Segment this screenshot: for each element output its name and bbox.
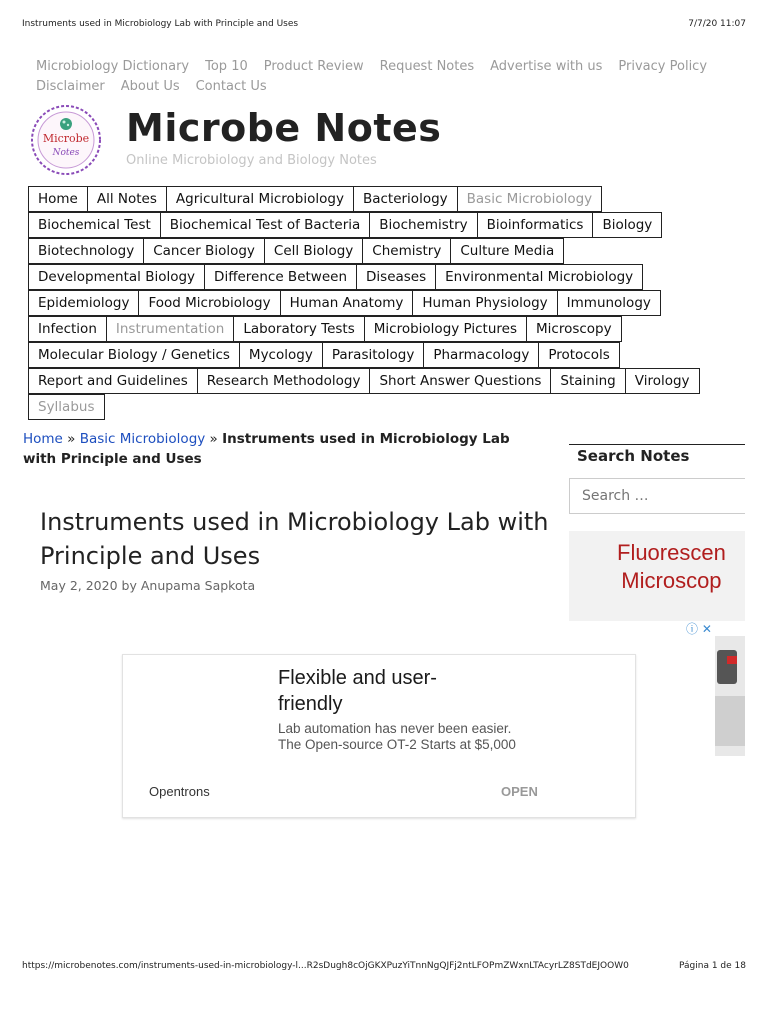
menu-item-virology[interactable]: Virology (625, 368, 700, 394)
breadcrumb-current: Instruments used in Microbiology Lab with Principle and Uses (23, 431, 510, 467)
menu-item-protocols[interactable]: Protocols (538, 342, 619, 368)
menu-item-parasitology[interactable]: Parasitology (322, 342, 425, 368)
menu-row (28, 264, 728, 290)
menu-item-epidemiology[interactable]: Epidemiology (28, 290, 139, 316)
topnav-link-advertise-with-us[interactable]: Advertise with us (490, 59, 603, 74)
menu-item-food-microbiology[interactable]: Food Microbiology (138, 290, 280, 316)
sidebar-ad-line: Fluorescen (617, 540, 726, 565)
site-title[interactable]: Microbe Notes (126, 106, 442, 150)
menu-item-home[interactable]: Home (28, 186, 88, 212)
breadcrumb-category-link[interactable]: Basic Microbiology (79, 431, 206, 447)
top-navigation (28, 57, 728, 97)
menu-item-culture-media[interactable]: Culture Media (450, 238, 564, 264)
advertisement[interactable] (122, 654, 636, 818)
microscope-ad-image[interactable] (715, 636, 745, 756)
menu-item-biotechnology[interactable]: Biotechnology (28, 238, 144, 264)
menu-item-environmental-microbiology[interactable]: Environmental Microbiology (435, 264, 643, 290)
site-description: Online Microbiology and Biology Notes (126, 153, 377, 168)
menu-item-all-notes[interactable]: All Notes (87, 186, 167, 212)
menu-item-microbiology-pictures[interactable]: Microbiology Pictures (364, 316, 527, 342)
menu-item-infection[interactable]: Infection (28, 316, 107, 342)
menu-item-difference-between[interactable]: Difference Between (204, 264, 357, 290)
menu-item-immunology[interactable]: Immunology (557, 290, 661, 316)
print-page-number: Página 1 de 18 (679, 961, 746, 971)
logo-text-notes: Notes (52, 148, 80, 158)
logo-text-microbe: Microbe (42, 132, 90, 145)
ad-line: Lab automation has never been easier. (278, 721, 512, 736)
menu-item-microscopy[interactable]: Microscopy (526, 316, 622, 342)
topnav-link-product-review[interactable]: Product Review (263, 59, 364, 74)
post-author[interactable]: Anupama Sapkota (140, 578, 256, 593)
menu-item-biochemistry[interactable]: Biochemistry (369, 212, 477, 238)
breadcrumb-home-link[interactable]: Home (23, 431, 63, 447)
menu-row (28, 368, 728, 394)
sidebar-ad-banner[interactable] (569, 531, 745, 621)
ad-headline[interactable]: Flexible and user-friendly (278, 667, 437, 715)
menu-row (28, 212, 728, 238)
ad-advertiser[interactable]: Opentrons (149, 784, 210, 799)
sidebar-search-title: Search Notes (569, 444, 745, 473)
menu-item-instrumentation[interactable]: Instrumentation (106, 316, 234, 342)
post-by: by (121, 578, 137, 593)
menu-item-developmental-biology[interactable]: Developmental Biology (28, 264, 205, 290)
menu-row (28, 238, 728, 264)
menu-item-research-methodology[interactable]: Research Methodology (197, 368, 371, 394)
menu-item-chemistry[interactable]: Chemistry (362, 238, 451, 264)
ad-open-button[interactable]: OPEN (501, 784, 538, 799)
menu-item-staining[interactable]: Staining (550, 368, 625, 394)
topnav-link-contact-us[interactable]: Contact Us (195, 79, 267, 94)
menu-item-biochemical-test[interactable]: Biochemical Test (28, 212, 161, 238)
breadcrumb-separator: » (209, 431, 218, 447)
post-date[interactable]: May 2, 2020 (40, 578, 118, 593)
menu-item-mycology[interactable]: Mycology (239, 342, 323, 368)
sidebar-ad-text (617, 539, 726, 595)
menu-item-biochemical-test-of-bacteria[interactable]: Biochemical Test of Bacteria (160, 212, 371, 238)
menu-item-cell-biology[interactable]: Cell Biology (264, 238, 363, 264)
microscope-accent-shape (727, 656, 737, 664)
print-footer (22, 961, 746, 971)
menu-item-biology[interactable]: Biology (592, 212, 662, 238)
menu-item-molecular-biology-genetics[interactable]: Molecular Biology / Genetics (28, 342, 240, 368)
menu-row (28, 394, 728, 420)
category-menu (28, 186, 728, 420)
menu-item-bioinformatics[interactable]: Bioinformatics (477, 212, 594, 238)
topnav-link-about-us[interactable]: About Us (120, 79, 180, 94)
menu-item-short-answer-questions[interactable]: Short Answer Questions (369, 368, 551, 394)
menu-item-diseases[interactable]: Diseases (356, 264, 436, 290)
sidebar (569, 444, 745, 593)
search-input[interactable] (569, 478, 745, 514)
ad-choices-close-icon[interactable]: ⓘ ✕ (686, 622, 712, 636)
menu-row (28, 290, 728, 316)
ad-description (278, 721, 578, 753)
menu-item-human-physiology[interactable]: Human Physiology (412, 290, 557, 316)
site-branding (28, 104, 728, 178)
topnav-link-request-notes[interactable]: Request Notes (379, 59, 475, 74)
print-datetime: 7/7/20 11:07 (688, 19, 746, 29)
menu-item-laboratory-tests[interactable]: Laboratory Tests (233, 316, 364, 342)
menu-item-human-anatomy[interactable]: Human Anatomy (280, 290, 414, 316)
microbe-notes-logo[interactable] (28, 104, 104, 176)
microscope-base-shape (715, 696, 745, 746)
menu-item-agricultural-microbiology[interactable]: Agricultural Microbiology (166, 186, 354, 212)
topnav-link-microbiology-dictionary[interactable]: Microbiology Dictionary (36, 59, 190, 74)
menu-row (28, 342, 728, 368)
page-title: Instruments used in Microbiology Lab with Principle and Uses (40, 508, 549, 570)
post-meta (40, 578, 255, 593)
menu-row (28, 186, 728, 212)
menu-item-pharmacology[interactable]: Pharmacology (423, 342, 539, 368)
menu-item-report-and-guidelines[interactable]: Report and Guidelines (28, 368, 198, 394)
menu-row (28, 316, 728, 342)
breadcrumb-separator: » (67, 431, 76, 447)
menu-item-cancer-biology[interactable]: Cancer Biology (143, 238, 265, 264)
print-page-title: Instruments used in Microbiology Lab with Principle and Uses (22, 19, 299, 29)
menu-item-bacteriology[interactable]: Bacteriology (353, 186, 458, 212)
print-header (22, 19, 746, 29)
topnav-link-top-10[interactable]: Top 10 (205, 59, 248, 74)
menu-item-basic-microbiology[interactable]: Basic Microbiology (457, 186, 603, 212)
topnav-link-disclaimer[interactable]: Disclaimer (36, 79, 105, 94)
print-url: https://microbenotes.com/instruments-used-in-microbiology-l...R2sDugh8cOjGKXPuzYiTnnNgQJFj2ntLFOPmZWxnLTAcyrLZ8STdEJOOW0 (22, 961, 629, 971)
breadcrumb (23, 429, 543, 469)
menu-item-syllabus[interactable]: Syllabus (28, 394, 105, 420)
topnav-link-privacy-policy[interactable]: Privacy Policy (618, 59, 708, 74)
ad-line: The Open-source OT-2 Starts at $5,000 (278, 737, 516, 752)
sidebar-ad-line: Microscop (621, 568, 722, 593)
